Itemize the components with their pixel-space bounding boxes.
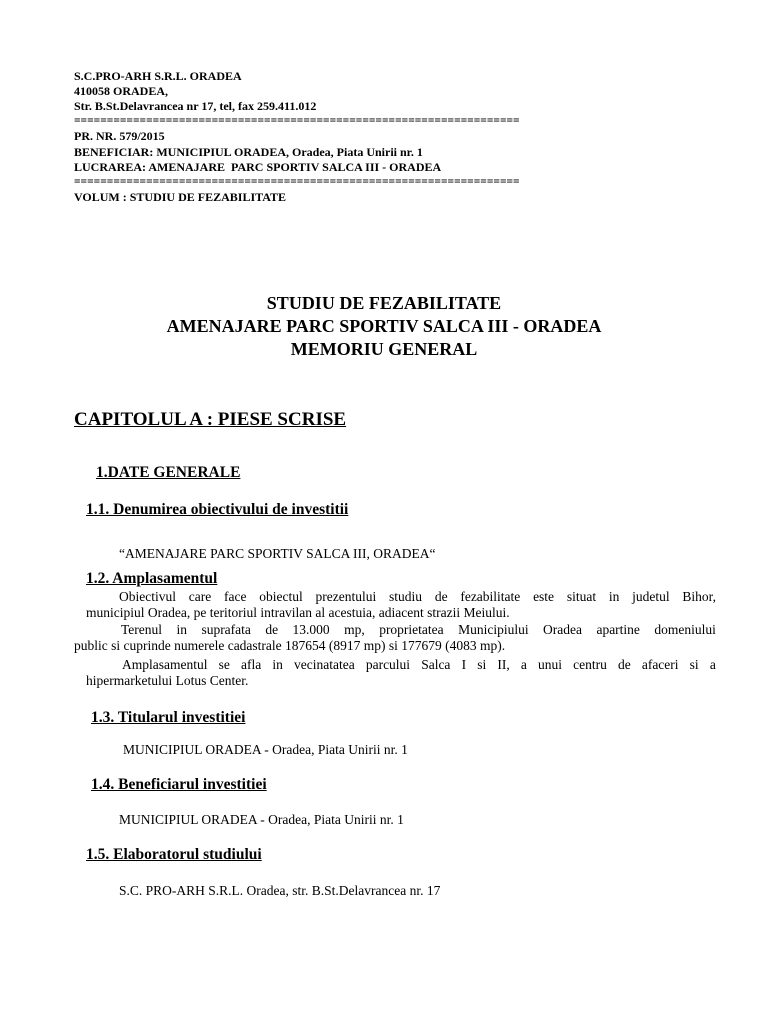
subsection-heading-1-2: 1.2. Amplasamentul [86,570,218,587]
document-title: STUDIU DE FEZABILITATE [266,293,502,313]
word: Municipiului [458,622,529,637]
word: afaceri [641,657,679,672]
location-paragraph-2-line-2: public si cuprinde numerele cadastrale 187654 (8917 mp) si 177679 (4083 mp). [74,638,506,653]
subsection-heading-1-1: 1.1. Denumirea obiectivului de investitii [86,501,349,518]
word: centru [573,657,607,672]
subsection-heading-1-4: 1.4. Beneficiarul investitiei [91,776,267,793]
word: care [188,589,212,604]
location-paragraph-2-line-1 [121,622,716,638]
word: domeniului [654,622,716,637]
memoir-title: MEMORIU GENERAL [290,339,478,359]
location-paragraph-3-line-1 [122,657,716,673]
word: judetul [632,589,670,604]
word: II, [497,657,510,672]
word: de [434,589,448,604]
investment-beneficiary: MUNICIPIUL ORADEA - Oradea, Piata Unirii nr. 1 [119,812,404,827]
company-postal: 410058 ORADEA, [74,84,169,98]
word: suprafata [201,622,251,637]
word: Salca [421,657,451,672]
word: a [709,657,716,672]
word: 13.000 [292,622,330,637]
word: in [608,589,620,604]
beneficiary-line [74,145,423,160]
word: studiu [389,589,423,604]
work-title: LUCRAREA: AMENAJARE PARC SPORTIV SALCA III - ORADEA [74,160,442,174]
beneficiary-label: BENEFICIAR: MUNICIPIUL ORADEA [74,145,287,159]
word: apartine [596,622,640,637]
section-heading: 1.DATE GENERALE [96,464,241,481]
word: afla [240,657,262,672]
word: Amplasamentul [122,657,208,672]
word: unui [537,657,562,672]
word: vecinatatea [293,657,355,672]
word: face [224,589,247,604]
location-paragraph-1-line-1 [119,589,716,605]
word: I [461,657,467,672]
word: prezentului [315,589,377,604]
word: Obiectivul [119,589,176,604]
word: proprietatea [379,622,444,637]
word: a [520,657,527,672]
justified-line [119,589,716,605]
header-separator-2: ==================================================================== [74,176,520,188]
word: Oradea [543,622,583,637]
justified-line [121,622,716,638]
word: se [218,657,230,672]
project-title: AMENAJARE PARC SPORTIV SALCA III - ORADEA [166,316,602,336]
word: de [617,657,631,672]
header-separator: ==================================================================== [74,115,520,127]
location-paragraph-1-line-2: municipiul Oradea, pe teritoriul intravilan al acestuia, adiacent strazii Meiului. [86,605,510,620]
word: si [689,657,699,672]
location-paragraph-3-line-2: hipermarketului Lotus Center. [86,673,249,688]
investment-holder: MUNICIPIUL ORADEA - Oradea, Piata Unirii nr. 1 [123,742,408,757]
project-number: PR. NR. 579/2015 [74,129,165,143]
word: in [272,657,283,672]
company-address: Str. B.St.Delavrancea nr 17, tel, fax 259.411.012 [74,99,317,113]
word: este [533,589,555,604]
volume-label: VOLUM : STUDIU DE FEZABILITATE [74,190,287,204]
word: in [176,622,187,637]
word: situat [566,589,597,604]
study-author: S.C. PRO-ARH S.R.L. Oradea, str. B.St.Delavrancea nr. 17 [119,883,441,898]
subsection-heading-1-5: 1.5. Elaboratorul studiului [86,846,262,863]
word: mp, [344,622,365,637]
word: fezabilitate [460,589,521,604]
chapter-heading: CAPITOLUL A : PIESE SCRISE [74,409,347,430]
word: Bihor, [682,589,716,604]
beneficiary-location: , Oradea, Piata Unirii nr. 1 [286,145,423,159]
word: de [265,622,279,637]
word: Terenul [121,622,163,637]
objective-name: “AMENAJARE PARC SPORTIV SALCA III, ORADEA“ [119,546,436,561]
justified-line [122,657,716,673]
company-name: S.C.PRO-ARH S.R.L. ORADEA [74,69,242,83]
word: si [477,657,487,672]
word: parcului [365,657,411,672]
word: obiectul [259,589,303,604]
subsection-heading-1-3: 1.3. Titularul investitiei [91,709,246,726]
